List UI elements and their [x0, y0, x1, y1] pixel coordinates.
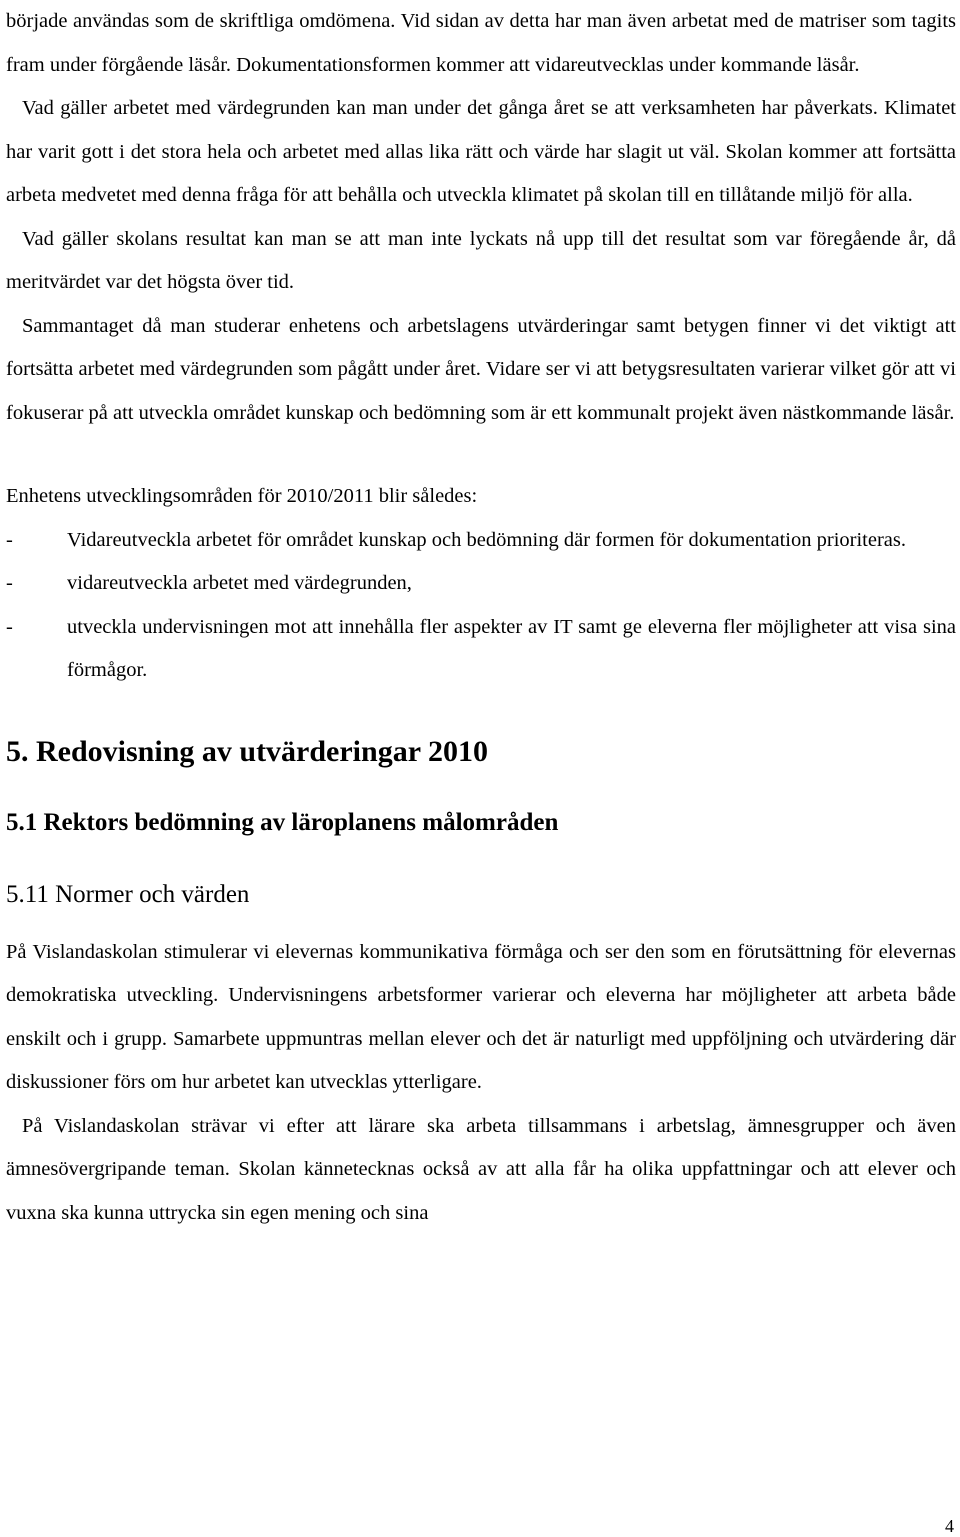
paragraph-documentation: började användas som de skriftliga omdömena. Vid sidan av detta har man även arbetat med de matriser som tagits fram under förgående läsår. Dokumentationsformen kommer att vidareutvecklas under kommande läsår.: [6, 10, 956, 76]
page-number: 4: [945, 1516, 954, 1536]
subsection-heading: 5.1 Rektors bedömning av läroplanens målområden: [6, 808, 559, 836]
dash-bullet: -: [6, 528, 13, 551]
paragraph-collaboration: På Vislandaskolan strävar vi efter att lärare ska arbeta tillsammans i arbetslag, ämnesgrupper och även ämnesövergripande teman. Skolan kännetecknas också av att alla får ha olika uppfattningar och att elever och vuxna ska kunna uttrycka sin egen mening och sina: [6, 1114, 956, 1224]
paragraph-summary: Sammantaget då man studerar enhetens och arbetslagens utvärderingar samt betygen finner vi det viktigt att fortsätta arbetet med värdegrunden som pågått under året. Vidare ser vi att betygsresultaten varierar vilket gör att vi fokuserar på att utveckla området kunskap och bedömning som är ett kommunalt projekt även nästkommande läsår.: [6, 314, 956, 424]
paragraph-development-areas: Enhetens utvecklingsområden för 2010/2011 blir således:: [6, 485, 478, 507]
list-item-text: Vidareutveckla arbetet för området kunskap och bedömning där formen för dokumentation prioriteras.: [67, 528, 906, 551]
development-areas-list: [6, 519, 956, 693]
paragraph-value-base: Vad gäller arbetet med värdegrunden kan man under det gånga året se att verksamheten har påverkats. Klimatet har varit gott i det stora hela och arbetet med allas lika rätt och värde har slagit ut väl. Skolan kommer att fortsätta arbeta medvetet med denna fråga för att behålla och utveckla klimatet på skolan till en tillåtande miljö för alla.: [6, 97, 956, 206]
document-page: [6, 0, 956, 1235]
list-item: [6, 606, 956, 693]
list-item: [6, 562, 956, 606]
list-item-text: utveckla undervisningen mot att innehålla fler aspekter av IT samt ge eleverna fler möjligheter att visa sina förmågor.: [67, 615, 956, 681]
section-heading: 5. Redovisning av utvärderingar 2010: [6, 734, 488, 768]
subsubsection-heading: 5.11 Normer och värden: [6, 880, 250, 908]
dash-bullet: -: [6, 572, 13, 594]
list-item: [6, 519, 956, 563]
paragraph-results: Vad gäller skolans resultat kan man se att man inte lyckats nå upp till det resultat som var föregående år, då meritvärdet var det högsta över tid.: [6, 227, 956, 293]
paragraph-communication: På Vislandaskolan stimulerar vi elevernas kommunikativa förmåga och ser den som en förutsättning för elevernas demokratiska utveckling. Undervisningens arbetsformer varierar och eleverna har möjligheter att arbeta både enskilt och i grupp. Samarbete uppmuntras mellan elever och det är naturligt med uppföljning och utvärdering där diskussioner förs om hur arbetet kan utvecklas ytterligare.: [6, 940, 956, 1093]
dash-bullet: -: [6, 615, 13, 638]
list-item-text: vidareutveckla arbetet med värdegrunden,: [67, 572, 412, 594]
